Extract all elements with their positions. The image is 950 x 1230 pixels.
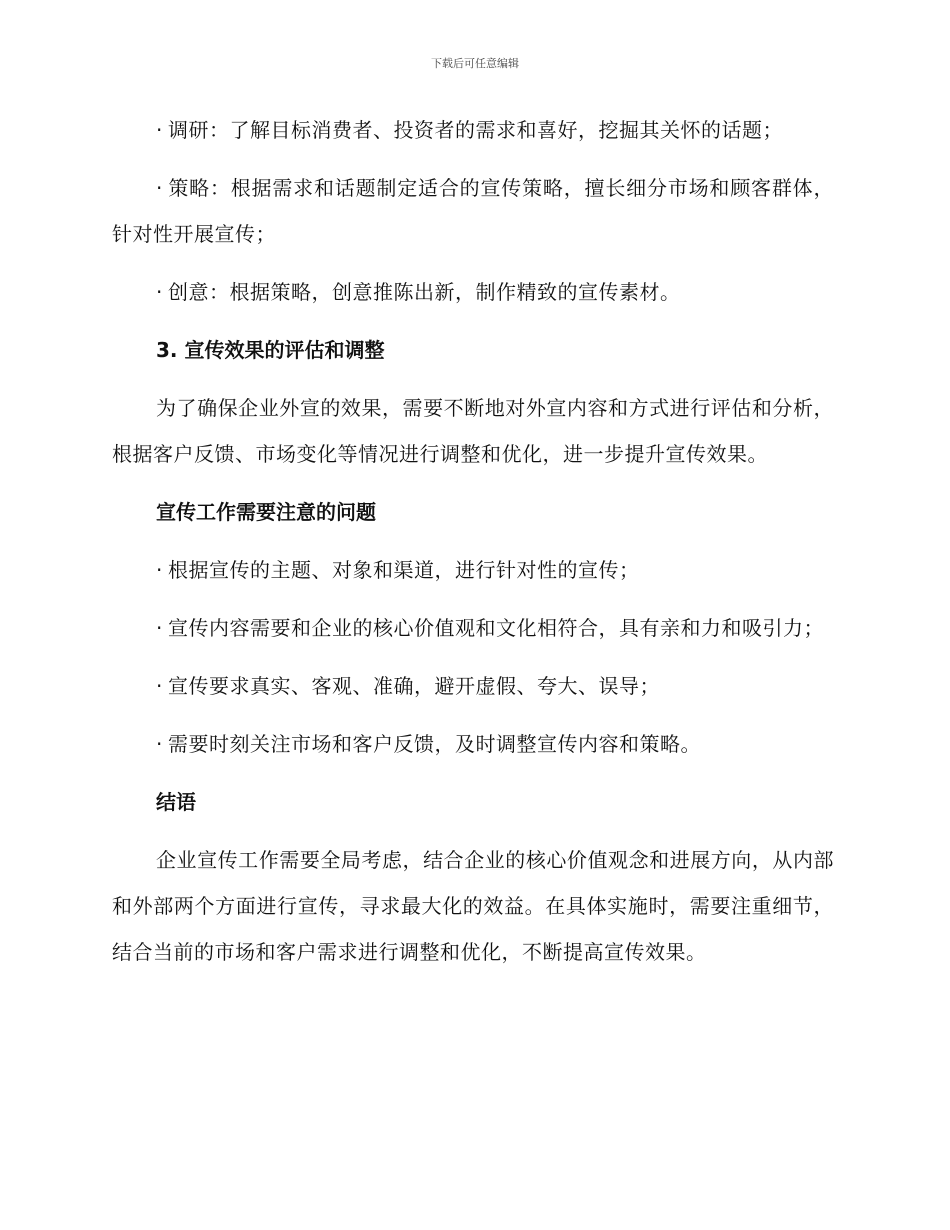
paragraph-conclusion: 企业宣传工作需要全局考虑，结合企业的核心价值观念和进展方向，从内部和外部两个方面进行宣传，寻求最大化的效益。在具体实施时，需要注重细节，结合当前的市场和客户需求进行调整和优化，不断提高宣传效果。 [112,848,834,964]
bullet-dot: · [156,280,163,304]
section-heading-notes: 宣传工作需要注意的问题 [156,500,376,524]
bullet-text: 需要时刻关注市场和客户反馈，及时调整宣传内容和策略。 [168,732,701,756]
bullet-truthfulness [112,663,834,709]
bullet-text: 创意：根据策略，创意推陈出新，制作精致的宣传素材。 [168,280,681,304]
bullet-dot: · [156,176,163,200]
section-heading-conclusion: 结语 [156,790,196,814]
bullet-text: 宣传内容需要和企业的核心价值观和文化相符合，具有亲和力和吸引力； [168,616,824,640]
bullet-text: 调研：了解目标消费者、投资者的需求和喜好，挖掘其关怀的话题； [168,118,783,142]
bullet-creativity [112,269,834,315]
section-heading-evaluation: 3. 宣传效果的评估和调整 [156,338,385,362]
bullet-feedback [112,721,834,767]
bullet-research [112,107,834,153]
bullet-dot: · [156,118,163,142]
bullet-dot: · [156,558,163,582]
page-header-note: 下载后可任意编辑 [431,57,519,70]
bullet-dot: · [156,732,163,756]
bullet-text: 策略：根据需求和话题制定适合的宣传策略，擅长细分市场和顾客群体，针对性开展宣传； [112,176,834,246]
bullet-dot: · [156,674,163,698]
document-body [112,107,834,987]
paragraph-evaluation: 为了确保企业外宣的效果，需要不断地对外宣内容和方式进行评估和分析，根据客户反馈、市场变化等情况进行调整和优化，进一步提升宣传效果。 [112,396,834,466]
bullet-text: 根据宣传的主题、对象和渠道，进行针对性的宣传； [168,558,640,582]
bullet-text: 宣传要求真实、客观、准确，避开虚假、夸大、误导； [168,674,660,698]
bullet-dot: · [156,616,163,640]
bullet-strategy [112,165,834,257]
bullet-values [112,605,834,651]
bullet-targeting [112,547,834,593]
